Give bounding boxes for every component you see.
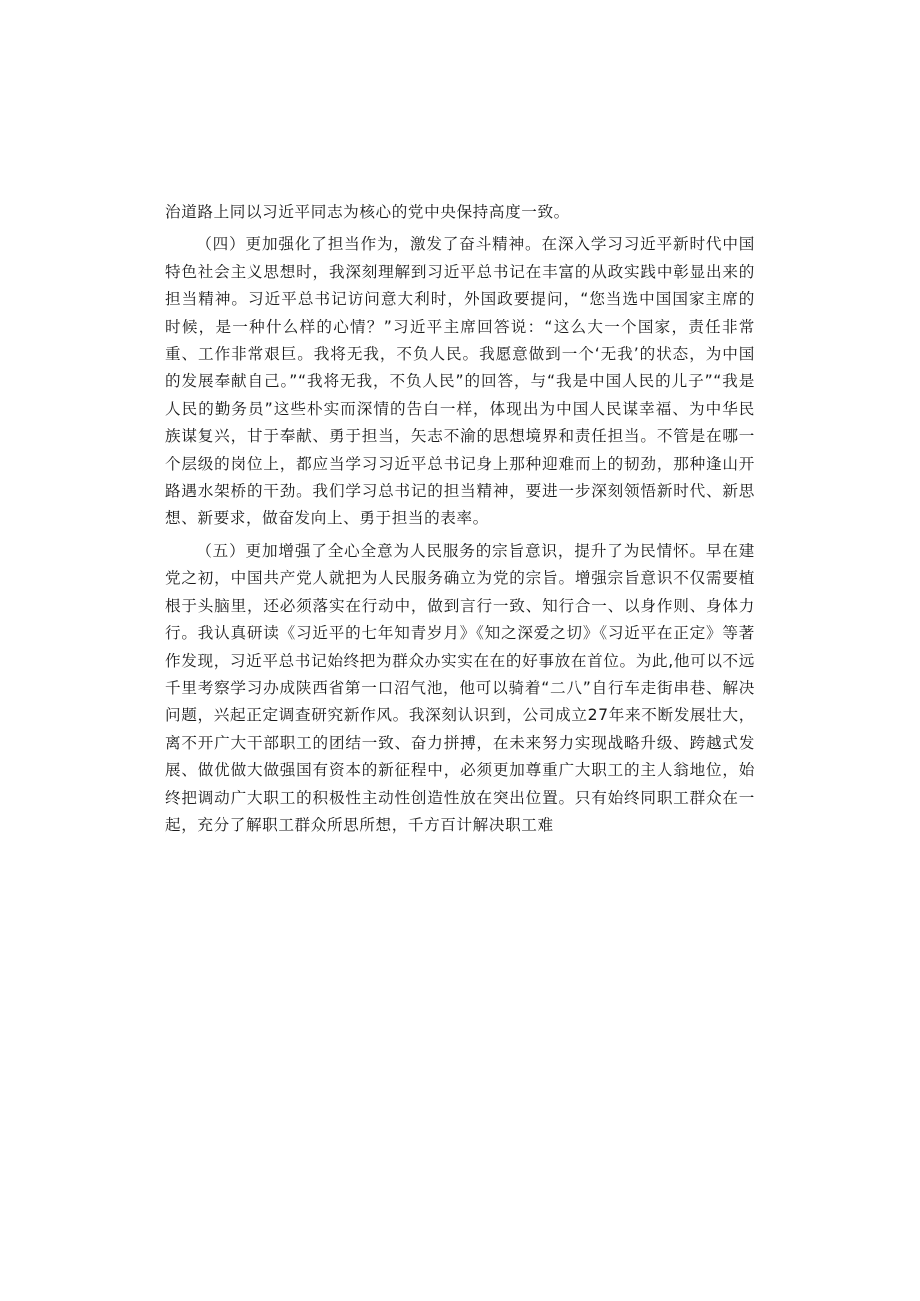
paragraph-continuation: 治道路上同以习近平同志为核心的党中央保持高度一致。 <box>165 203 570 221</box>
paragraph-section-four: （四）更加强化了担当作为，激发了奋斗精神。在深入学习习近平新时代中国特色社会主义思想时，我深刻理解到习近平总书记在丰富的从政实践中彰显出来的担当精神。习近平总书记访问意大利时，外国政要提问，“您当选中国国家主席的时候，是一种什么样的心情？”习近平主席回答说：“这么大一个国家，责任非常重、工作非常艰巨。我将无我，不负人民。我愿意做到一个‘无我’的状态，为中国的发展奉献自己。”“我将无我，不负人民”的回答，与“我是中国人民的儿子”“我是人民的勤务员”这些朴实而深情的告白一样，体现出为中国人民谋幸福、为中华民族谋复兴，甘于奉献、勇于担当，矢志不渝的思想境界和责任担当。不管是在哪一个层级的岗位上，都应当学习习近平总书记身上那种迎难而上的韧劲，那种逢山开路遇水架桥的干劲。我们学习总书记的担当精神，要进一步深刻领悟新时代、新思想、新要求，做奋发向上、勇于担当的表率。 <box>165 235 755 528</box>
document-body <box>165 199 755 839</box>
paragraph-section-five: （五）更加增强了全心全意为人民服务的宗旨意识，提升了为民情怀。早在建党之初，中国共产党人就把为人民服务确立为党的宗旨。增强宗旨意识不仅需要植根于头脑里，还必须落实在行动中，做到言行一致、知行合一、以身作则、身体力行。我认真研读《习近平的七年知青岁月》《知之深爱之切》《习近平在正定》等著作发现，习近平总书记始终把为群众办实实在在的好事放在首位。为此,他可以不远千里考察学习办成陕西省第一口沼气池，他可以骑着“二八”自行车走街串巷、解决问题，兴起正定调查研究新作风。我深刻认识到，公司成立27年来不断发展壮大，离不开广大干部职工的团结一致、奋力拼搏，在未来努力实现战略升级、跨越式发展、做优做大做强国有资本的新征程中，必须更加尊重广大职工的主人翁地位，始终把调动广大职工的积极性主动性创造性放在突出位置。只有始终同职工群众在一起，充分了解职工群众所思所想，千方百计解决职工难 <box>165 541 755 834</box>
